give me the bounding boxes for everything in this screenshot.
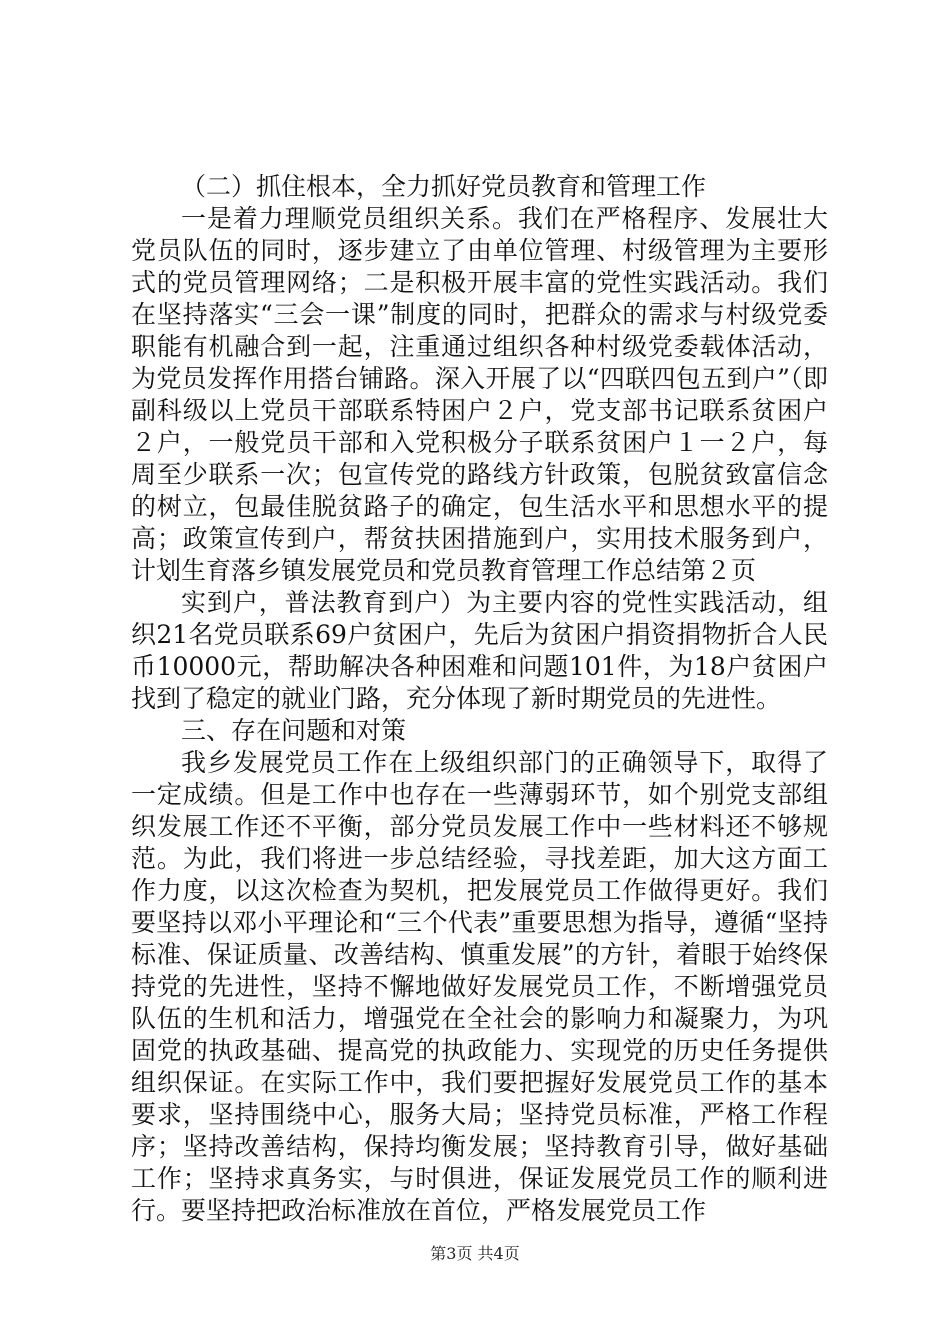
paragraph-practice-activities: 实到户，普法教育到户）为主要内容的党性实践活动，组织21名党员联系69户贫困户，先后为贫困户捐资捐物折合人民币10000元，帮助解决各种困难和问题101件，为18户贫困户找到了稳定的就业门路，充分体现了新时期党员的先进性。 [131,588,828,713]
paragraph-problems-measures: 我乡发展党员工作在上级组织部门的正确领导下，取得了一定成绩。但是工作中也存在一些薄弱环节，如个别党支部组织发展工作还不平衡，部分党员发展工作中一些材料还不够规范。为此，我们将进一步总结经验，寻找差距，加大这方面工作力度，以这次检查为契机，把发展党员工作做得更好。我们要坚持以邓小平理论和“三个代表”重要思想为指导，遵循“坚持标准、保证质量、改善结构、慎重发展”的方针，着眼于始终保持党的先进性，坚持不懈地做好发展党员工作，不断增强党员队伍的生机和活力，增强党在全社会的影响力和凝聚力，为巩固党的执政基础、提高党的执政能力、实现党的历史任务提供组织保证。在实际工作中，我们要把握好发展党员工作的基本要求，坚持围绕中心，服务大局；坚持党员标准，严格工作程序；坚持改善结构，保持均衡发展；坚持教育引导，做好基础工作；坚持求真务实，与时俱进，保证发展党员工作的顺利进行。要坚持把政治标准放在首位，严格发展党员工作 [131,748,828,1225]
section-heading-problems: 三、存在问题和对策 [181,716,407,745]
page-number-footer: 第3页 共4页 [430,1244,520,1263]
section-heading-education: （二）抓住根本，全力抓好党员教育和管理工作 [181,172,707,201]
paragraph-organization: 一是着力理顺党员组织关系。我们在严格程序、发展壮大党员队伍的同时，逐步建立了由单位管理、村级管理为主要形式的党员管理网络；二是积极开展丰富的党性实践活动。我们在坚持落实“三会一课”制度的同时，把群众的需求与村级党委职能有机融合到一起，注重通过组织各种村级党委载体活动，为党员发挥作用搭台铺路。深入开展了以“四联四包五到户”（即副科级以上党员干部联系特困户２户，党支部书记联系贫困户２户，一般党员干部和入党积极分子联系贫困户１一２户，每周至少联系一次；包宣传党的路线方针政策，包脱贫致富信念的树立，包最佳脱贫路子的确定，包生活水平和思想水平的提高；政策宣传到户，帮贫扶困措施到户，实用技术服务到户，计划生育落乡镇发展党员和党员教育管理工作总结第２页 [131,204,828,585]
document-body [131,171,828,1227]
